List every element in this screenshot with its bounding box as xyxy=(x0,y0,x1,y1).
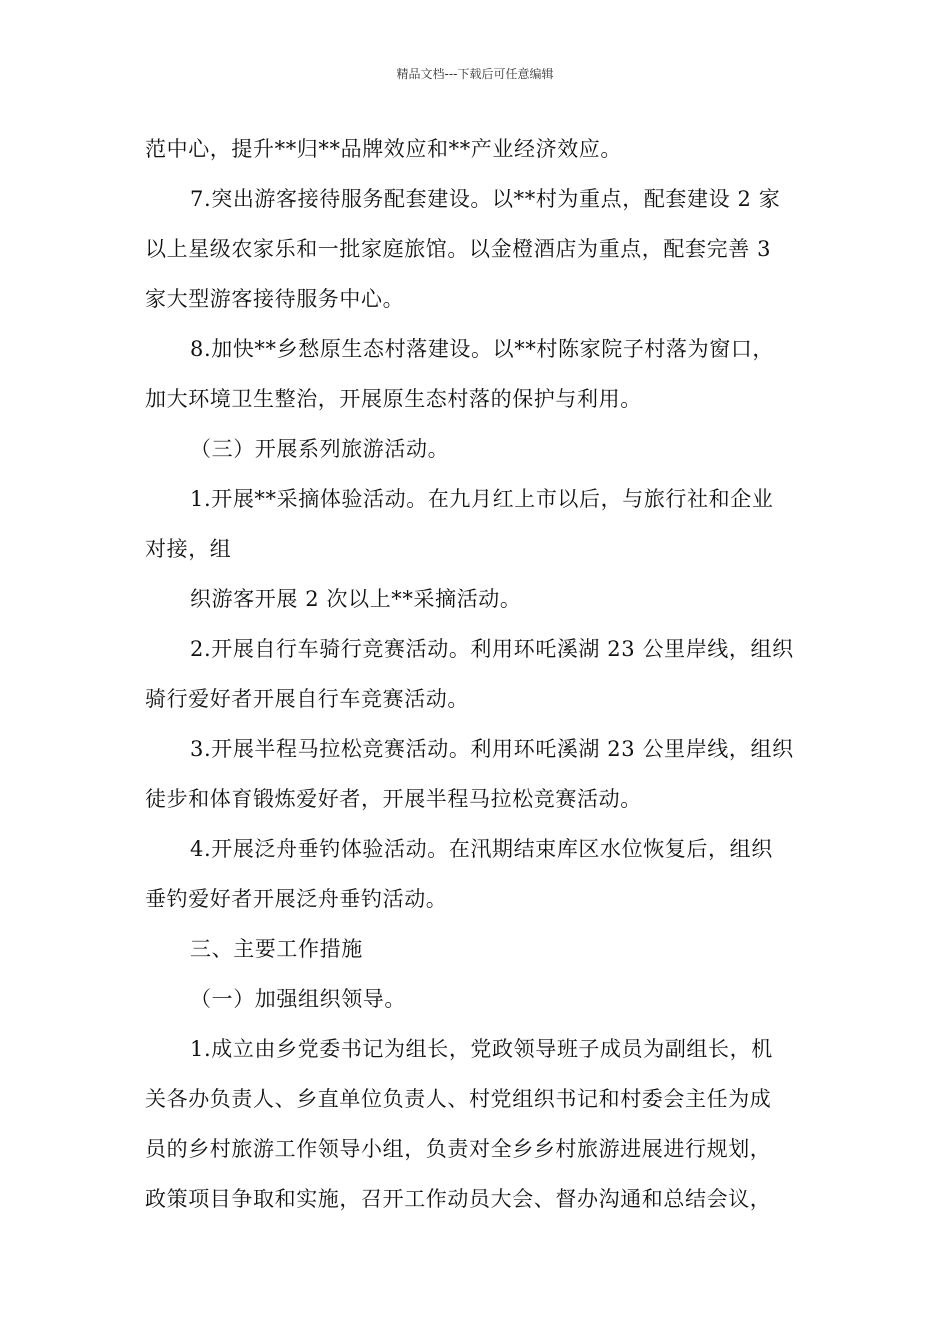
text-line: 骑行爱好者开展自行车竞赛活动。 xyxy=(145,687,469,711)
text-line: 关各办负责人、乡直单位负责人、村党组织书记和村委会主任为成 xyxy=(145,1087,772,1111)
text-line: 对接，组 xyxy=(145,537,232,561)
text-line: 1.成立由乡党委书记为组长，党政领导班子成员为副组长，机 xyxy=(190,1037,773,1061)
text-line: 2.开展自行车骑行竞赛活动。利用环吒溪湖 23 公里岸线，组织 xyxy=(190,637,794,661)
text-line: 3.开展半程马拉松竞赛活动。利用环吒溪湖 23 公里岸线，组织 xyxy=(190,737,794,761)
section-heading: 三、主要工作措施 xyxy=(190,937,363,961)
text-line: 8.加快**乡愁原生态村落建设。以**村陈家院子村落为窗口， xyxy=(190,337,775,361)
page-header: 精品文档---下载后可任意编辑 xyxy=(396,67,554,81)
text-line: 范中心，提升**归**品牌效应和**产业经济效应。 xyxy=(145,137,622,161)
text-line: 政策项目争取和实施，召开工作动员大会、督办沟通和总结会议， xyxy=(145,1187,772,1211)
text-line: 垂钓爱好者开展泛舟垂钓活动。 xyxy=(145,887,448,911)
text-line: 员的乡村旅游工作领导小组，负责对全乡乡村旅游进展进行规划， xyxy=(145,1137,772,1161)
text-line: 家大型游客接待服务中心。 xyxy=(145,287,405,311)
text-line: 7.突出游客接待服务配套建设。以**村为重点，配套建设 2 家 xyxy=(190,187,781,211)
section-heading: （三）开展系列旅游活动。 xyxy=(190,437,450,461)
text-line: 加大环境卫生整治，开展原生态村落的保护与利用。 xyxy=(145,387,642,411)
text-line: 以上星级农家乐和一批家庭旅馆。以金橙酒店为重点，配套完善 3 xyxy=(145,237,772,261)
subsection-heading: （一）加强组织领导。 xyxy=(190,987,406,1011)
text-line: 1.开展**采摘体验活动。在九月红上市以后，与旅行社和企业 xyxy=(190,487,774,511)
text-line: 4.开展泛舟垂钓体验活动。在汛期结束库区水位恢复后，组织 xyxy=(190,837,773,861)
text-line: 织游客开展 2 次以上**采摘活动。 xyxy=(190,587,522,611)
text-line: 徒步和体育锻炼爱好者，开展半程马拉松竞赛活动。 xyxy=(145,787,642,811)
